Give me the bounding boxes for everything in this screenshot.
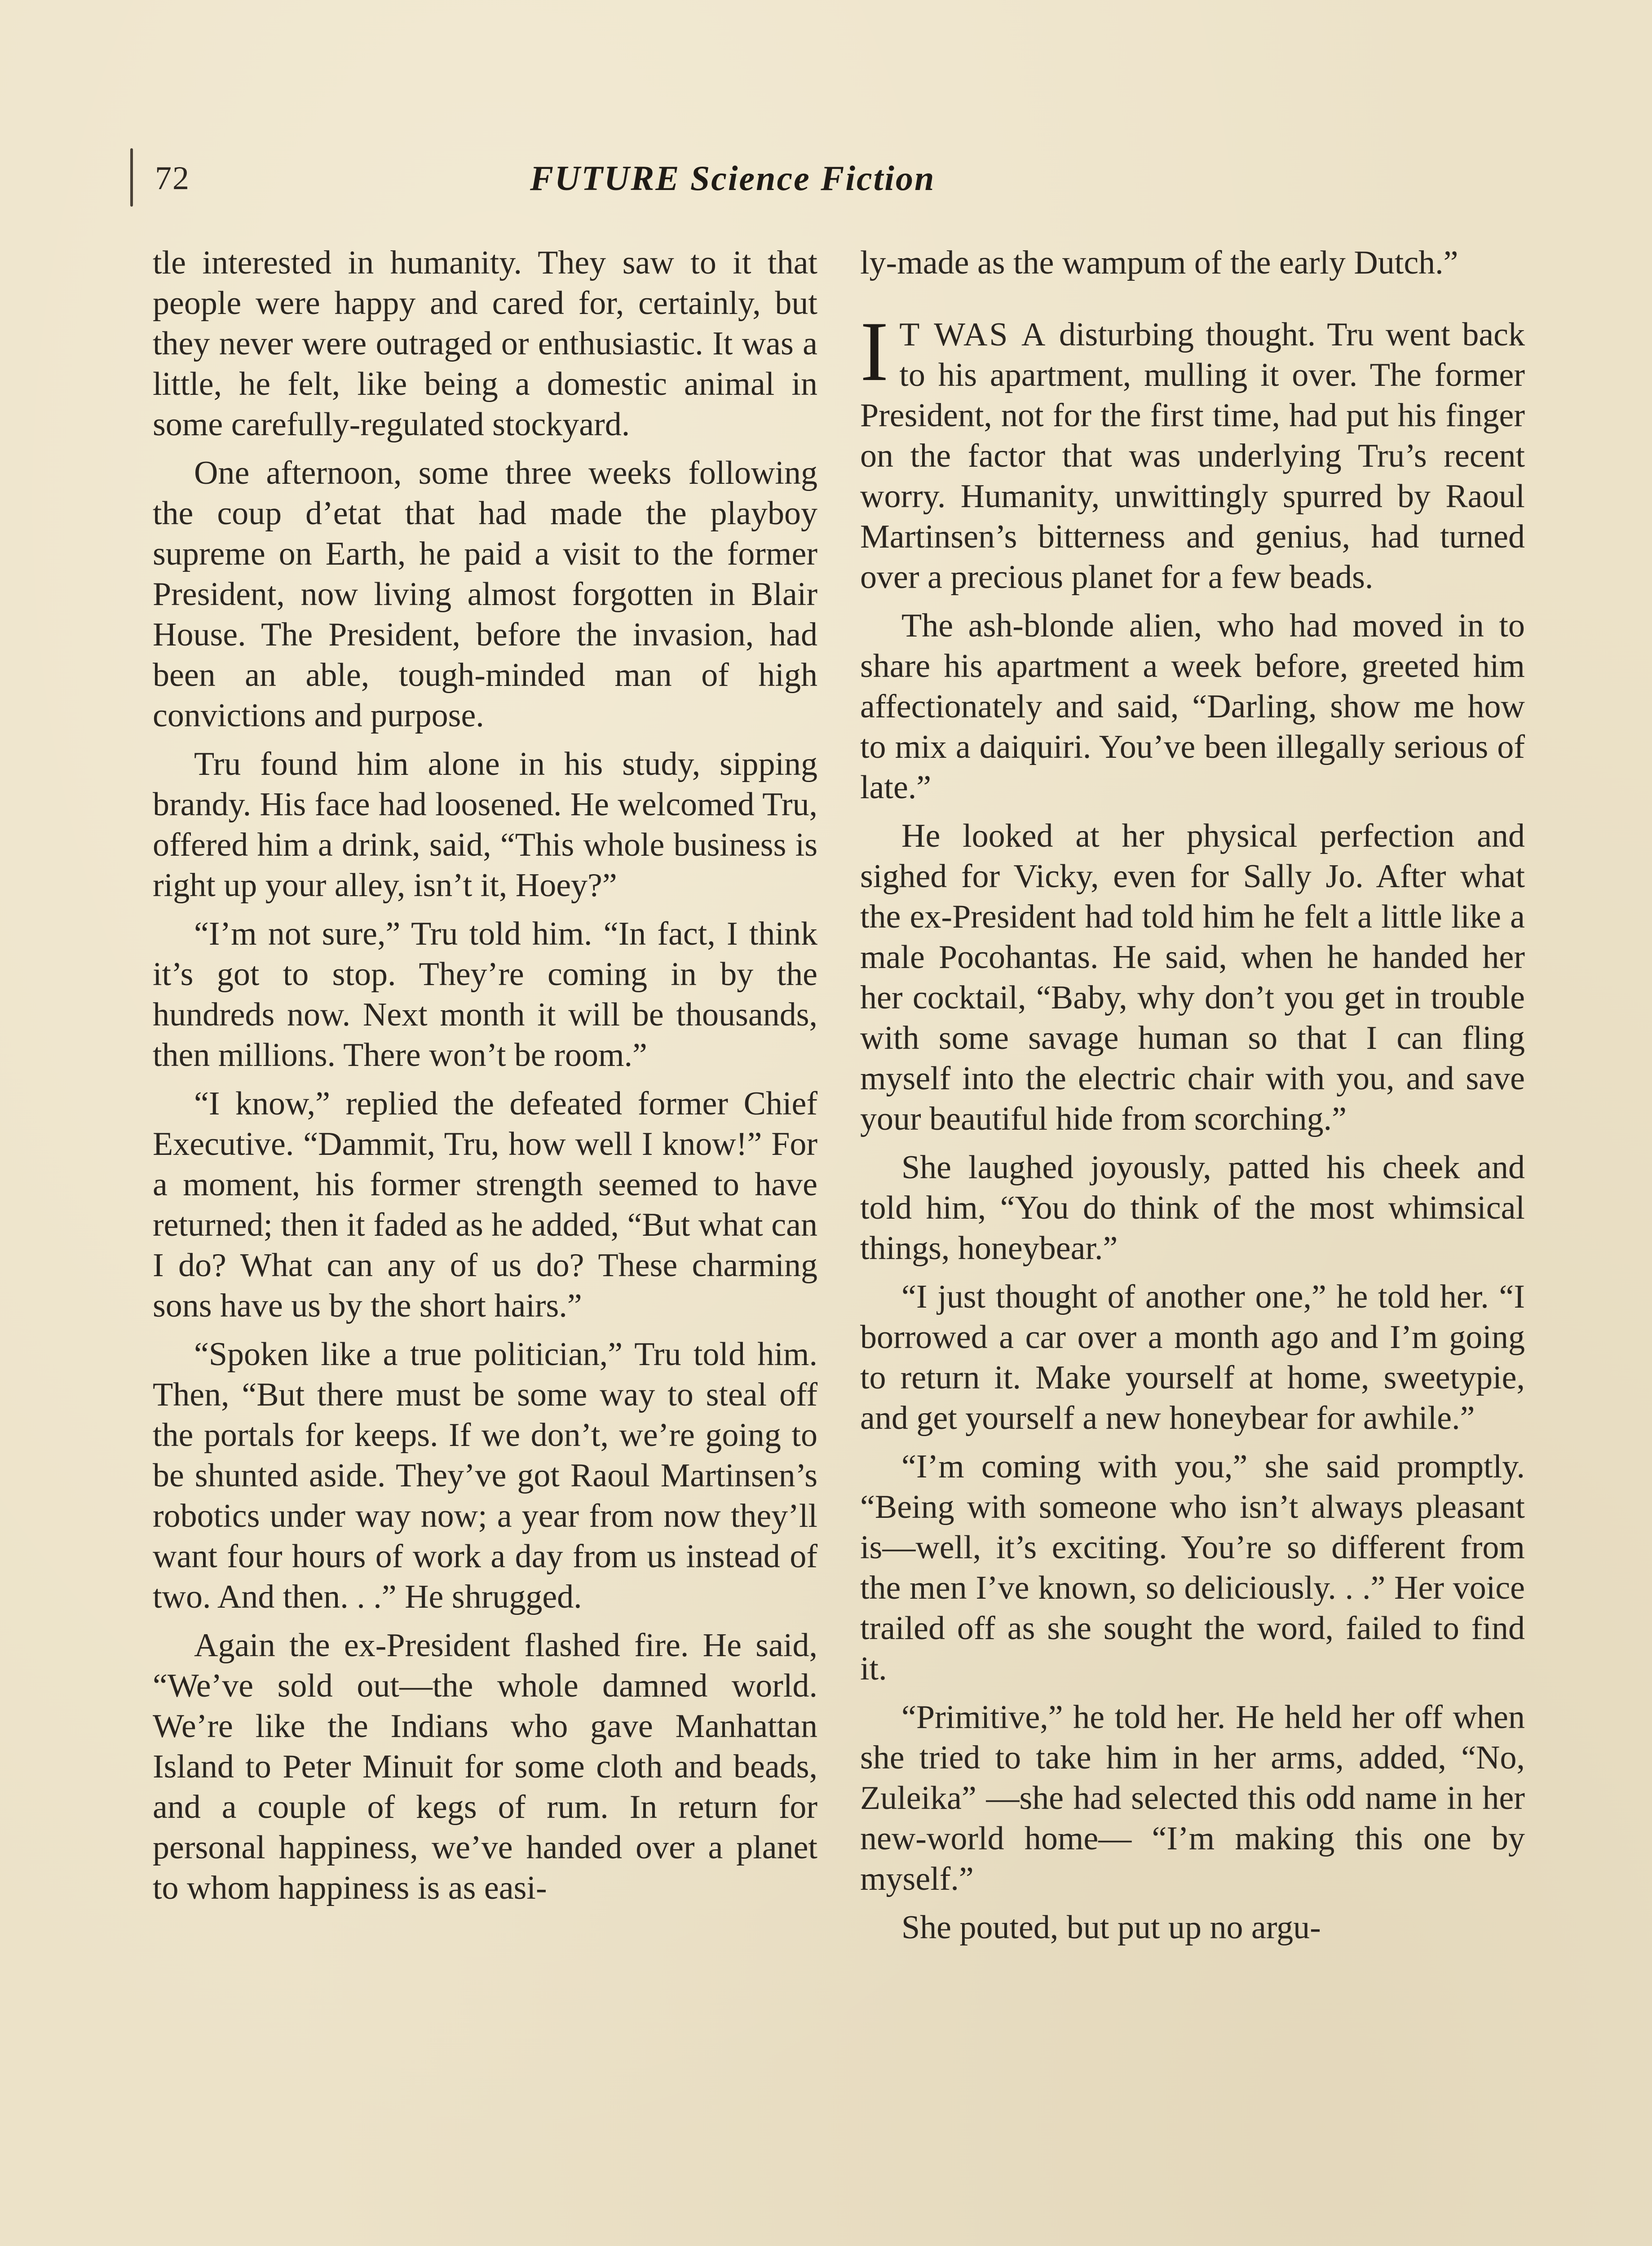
paragraph: tle interested in humanity. They saw to it that people were happy and cared for, certainly, but they never were outraged or enthusiastic. It was a little, he felt, like being a domestic animal in some carefully-regulated stockyard. bbox=[153, 244, 817, 443]
left-column bbox=[153, 243, 817, 1916]
paragraph: She pouted, but put up no argu- bbox=[901, 1909, 1321, 1946]
running-title: FUTURE Science Fiction bbox=[530, 159, 936, 198]
paragraph: “I’m coming with you,” she said promptly. “Being with someone who isn’t always pleasant is—well, it’s exciting. You’re so different from the men I’ve known, so deliciously. . .” Her voice trailed off as she sought the word, failed to find it. bbox=[860, 1448, 1525, 1687]
paragraph: Again the ex-President flashed fire. He said, “We’ve sold out—the whole damned world. We’re like the Indians who gave Manhattan Island to Peter Minuit for some cloth and beads, and a couple of kegs of rum. In return for personal happiness, we’ve handed over a planet to whom happiness is as easi- bbox=[153, 1627, 817, 1906]
right-column bbox=[860, 243, 1525, 1956]
paragraph: “I know,” replied the defeated former Chief Executive. “Dammit, Tru, how well I know!” For a moment, his former strength seemed to have returned; then it faded as he added, “But what can I do? What can any of us do? These charming sons have us by the short hairs.” bbox=[153, 1085, 817, 1324]
paragraph: “Spoken like a true politician,” Tru told him. Then, “But there must be some way to steal off the portals for keeps. If we don’t, we’re going to be shunted aside. They’ve got Raoul Martinsen’s robotics under way now; a year from now they’ll want four hours of work a day from us instead of two. And then. . .” He shrugged. bbox=[153, 1336, 817, 1615]
paragraph: Tru found him alone in his study, sipping brandy. His face had loosened. He welcomed Tru, offered him a drink, said, “This whole business is right up your alley, isn’t it, Hoey?” bbox=[153, 746, 817, 904]
margin-mark bbox=[130, 148, 133, 207]
paragraph: “I’m not sure,” Tru told him. “In fact, I think it’s got to stop. They’re coming in by the hundreds now. Next month it will be thousands, then millions. There won’t be room.” bbox=[153, 915, 817, 1074]
section-opening bbox=[860, 305, 1525, 597]
opening-caps: T WAS A bbox=[899, 316, 1047, 353]
paragraph: “Primitive,” he told her. He held her off when she tried to take him in her arms, added, “No, Zuleika” —she had selected this odd name in her new-world home— “I’m making this one by myself.” bbox=[860, 1699, 1525, 1897]
paragraph: ly-made as the wampum of the early Dutch.” bbox=[860, 244, 1458, 281]
paragraph: One afternoon, some three weeks following the coup d’etat that had made the playboy supreme on Earth, he paid a visit to the former President, now living almost forgotten in Blair House. The President, before the invasion, had been an able, tough-minded man of high convictions and purpose. bbox=[153, 455, 817, 734]
drop-cap: I bbox=[860, 305, 889, 399]
opening-text: disturbing thought. Tru went back to his apartment, mulling it over. The former President, not for the first time, had put his finger on the factor that was underlying Tru’s recent worry. Humanity, unwittingly spurred by Raoul Martinsen’s bitterness and genius, had turned over a precious planet for a few beads. bbox=[860, 316, 1525, 596]
paragraph: The ash-blonde alien, who had moved in to share his apartment a week before, greeted him affectionately and said, “Darling, show me how to mix a daiquiri. You’ve been illegally serious of late.” bbox=[860, 607, 1525, 806]
paragraph: He looked at her physical perfection and sighed for Vicky, even for Sally Jo. After what the ex-President had told him he felt a little like a male Pocohantas. He said, when he handed her her cocktail, “Baby, why don’t you get in trouble with some savage human so that I can fling myself into the electric chair with you, and save your beautiful hide from scorching.” bbox=[860, 818, 1525, 1137]
paragraph: “I just thought of another one,” he told her. “I borrowed a car over a month ago and I’m going to return it. Make yourself at home, sweetypie, and get yourself a new honeybear for awhile.” bbox=[860, 1278, 1525, 1437]
paragraph: She laughed joyously, patted his cheek and told him, “You do think of the most whimsical things, honeybear.” bbox=[860, 1149, 1525, 1267]
page-number: 72 bbox=[155, 160, 190, 197]
